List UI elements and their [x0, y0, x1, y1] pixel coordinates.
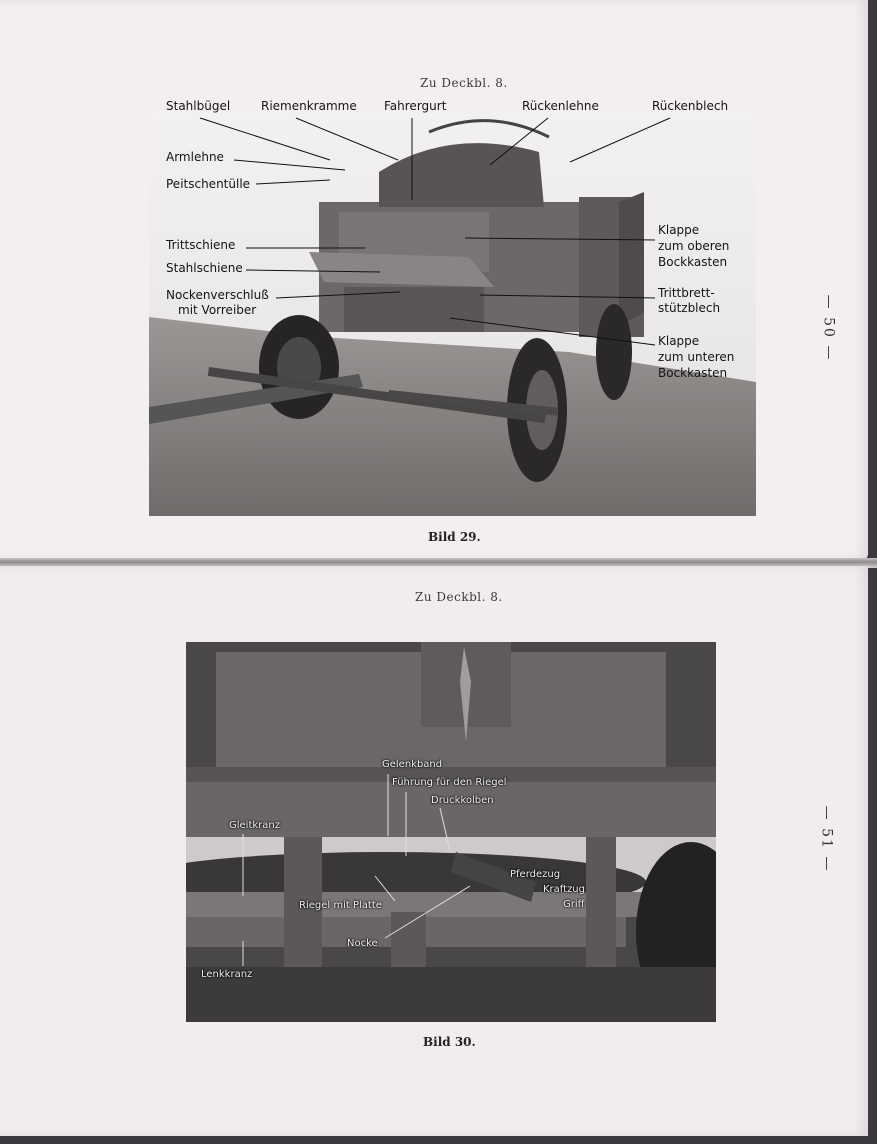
label-klappe-unten-line2: zum unteren [658, 350, 735, 364]
label-stahlschiene: Stahlschiene [166, 261, 243, 275]
label-klappe-oben-line2: zum oberen [658, 239, 730, 253]
label-nocke: Nocke [347, 938, 378, 949]
label-stahlbuegel: Stahlbügel [166, 99, 231, 113]
label-trittbrett-line2: stützblech [658, 301, 721, 315]
label-peitschentuelle: Peitschentülle [166, 177, 251, 191]
label-pferdezug: Pferdezug [510, 869, 561, 880]
page-number-51: — 51 — [818, 805, 835, 873]
page-51 [0, 566, 868, 1136]
caption-bild-30: Bild 30. [423, 1035, 476, 1049]
label-kraftzug: Kraftzug [543, 884, 585, 895]
label-trittschiene: Trittschiene [166, 238, 236, 252]
label-gelenkband: Gelenkband [382, 759, 443, 770]
coupling-photo [186, 642, 716, 1022]
label-armlehne: Armlehne [166, 150, 224, 164]
caption-bild-29: Bild 29. [428, 530, 481, 544]
page-number-50: — 50 — [820, 294, 837, 362]
label-lenkkranz: Lenkkranz [201, 969, 253, 980]
page-50 [0, 0, 868, 560]
label-klappe-unten-line1: Klappe [658, 334, 700, 348]
label-griff: Griff [563, 899, 585, 910]
coupling-photo-illustration [186, 642, 716, 1022]
label-klappe-oben-line3: Bockkasten [658, 255, 728, 269]
label-druckkolben: Druckkolben [431, 795, 494, 806]
label-riemenkramme: Riemenkramme [261, 99, 357, 113]
label-trittbrett-line1: Trittbrett- [658, 286, 715, 300]
label-gleitkranz: Gleitkranz [229, 820, 280, 831]
page-header: Zu Deckbl. 8. [420, 76, 508, 90]
label-klappe-unten-line3: Bockkasten [658, 366, 728, 380]
label-klappe-oben-line1: Klappe [658, 223, 700, 237]
label-nockenverschluss-line2: mit Vorreiber [178, 303, 257, 317]
label-riegel: Riegel mit Platte [299, 900, 382, 911]
label-nockenverschluss-line1: Nockenverschluß [166, 288, 269, 302]
label-fahrergurt: Fahrergurt [384, 99, 447, 113]
page-header: Zu Deckbl. 8. [415, 590, 503, 604]
label-rueckenlehne: Rückenlehne [522, 99, 599, 113]
label-rueckenblech: Rückenblech [652, 99, 729, 113]
label-fuehrung: Führung für den Riegel [392, 777, 507, 788]
